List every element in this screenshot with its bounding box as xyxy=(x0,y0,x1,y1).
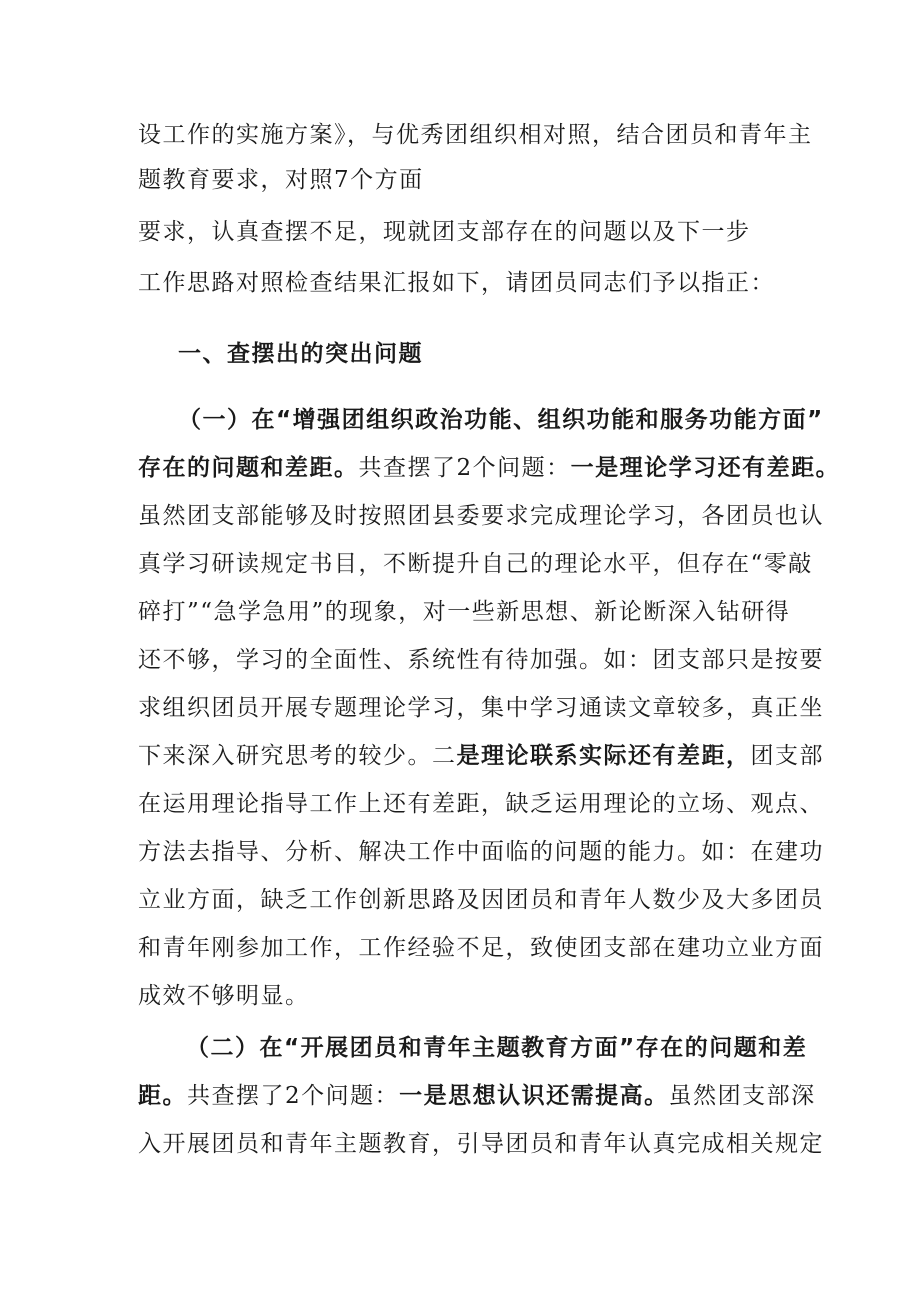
text-line xyxy=(178,405,824,435)
text-line xyxy=(138,741,824,771)
text-segment: 要求，认真查摆不足，现就团支部存在的问题以及下一步 xyxy=(138,219,751,245)
text-segment: 方法去指导、分析、解决工作中面临的问题的能力。如：在建功 xyxy=(138,839,824,865)
bold-text-segment: 距。 xyxy=(138,1083,187,1109)
text-line xyxy=(138,693,824,723)
text-line xyxy=(138,453,840,483)
text-segment: 求组织团员开展专题理论学习，集中学习通读文章较多，真正坐 xyxy=(138,695,824,721)
text-line xyxy=(138,165,424,195)
text-segment: 和青年刚参加工作，工作经验不足，致使团支部在建功立业方面 xyxy=(138,935,824,961)
bold-text-segment: 存在的问题和差距。 xyxy=(138,455,359,481)
bold-text-segment: （一）在“增强团组织政治功能、组织功能和服务功能方面” xyxy=(178,407,824,433)
text-line xyxy=(186,1033,807,1063)
bold-text-segment: 一是思想认识还需提高。 xyxy=(399,1083,669,1109)
text-line xyxy=(138,1081,816,1111)
text-segment: 还不够，学习的全面性、系统性有待加强。如：团支部只是按要 xyxy=(138,647,824,673)
text-line xyxy=(138,1129,824,1159)
text-line xyxy=(138,885,824,915)
text-segment: 共查摆了2个问题： xyxy=(187,1083,400,1109)
text-line xyxy=(138,933,824,963)
text-segment: 虽然团支部能够及时按照团县委要求完成理论学习，各团员也认 xyxy=(138,503,824,529)
bold-text-segment: 一、查摆出的突出问题 xyxy=(178,341,423,367)
text-line xyxy=(178,339,423,369)
text-line xyxy=(138,120,813,150)
text-line xyxy=(138,645,824,675)
text-segment: 入开展团员和青年主题教育，引导团员和青年认真完成相关规定 xyxy=(138,1131,824,1157)
text-line xyxy=(138,501,824,531)
text-segment: 下来深入研究思考的较少。二 xyxy=(138,743,457,769)
text-line xyxy=(138,981,310,1011)
text-segment: 工作思路对照检查结果汇报如下，请团员同志们予以指正： xyxy=(138,270,775,296)
text-line xyxy=(138,837,824,867)
bold-text-segment: 一是理论学习还有差距。 xyxy=(570,455,841,481)
text-segment: 题教育要求，对照7个方面 xyxy=(138,167,424,193)
text-segment: 在运用理论指导工作上还有差距，缺乏运用理论的立场、观点、 xyxy=(138,791,824,817)
text-segment: 设工作的实施方案》，与优秀团组织相对照，结合团员和青年主 xyxy=(138,122,813,148)
text-segment: 虽然团支部深 xyxy=(668,1083,816,1109)
text-segment: 共查摆了2个问题： xyxy=(358,455,571,481)
text-line xyxy=(138,789,824,819)
bold-text-segment: （二）在“开展团员和青年主题教育方面”存在的问题和差 xyxy=(186,1035,808,1061)
text-segment: 真学习研读规定书目，不断提升自己的理论水平，但存在“零敲 xyxy=(138,551,813,577)
text-line xyxy=(138,597,790,627)
text-segment: 成效不够明显。 xyxy=(138,983,310,1009)
bold-text-segment: 是理论联系实际还有差距， xyxy=(456,743,751,769)
text-segment: 立业方面，缺乏工作创新思路及因团员和青年人数少及大多团员 xyxy=(138,887,824,913)
text-line xyxy=(138,549,813,579)
text-segment: 团支部 xyxy=(750,743,824,769)
text-segment: 碎打”“急学急用”的现象，对一些新思想、新论断深入钻研得 xyxy=(138,599,791,625)
text-line xyxy=(138,217,751,247)
text-line xyxy=(138,268,775,298)
